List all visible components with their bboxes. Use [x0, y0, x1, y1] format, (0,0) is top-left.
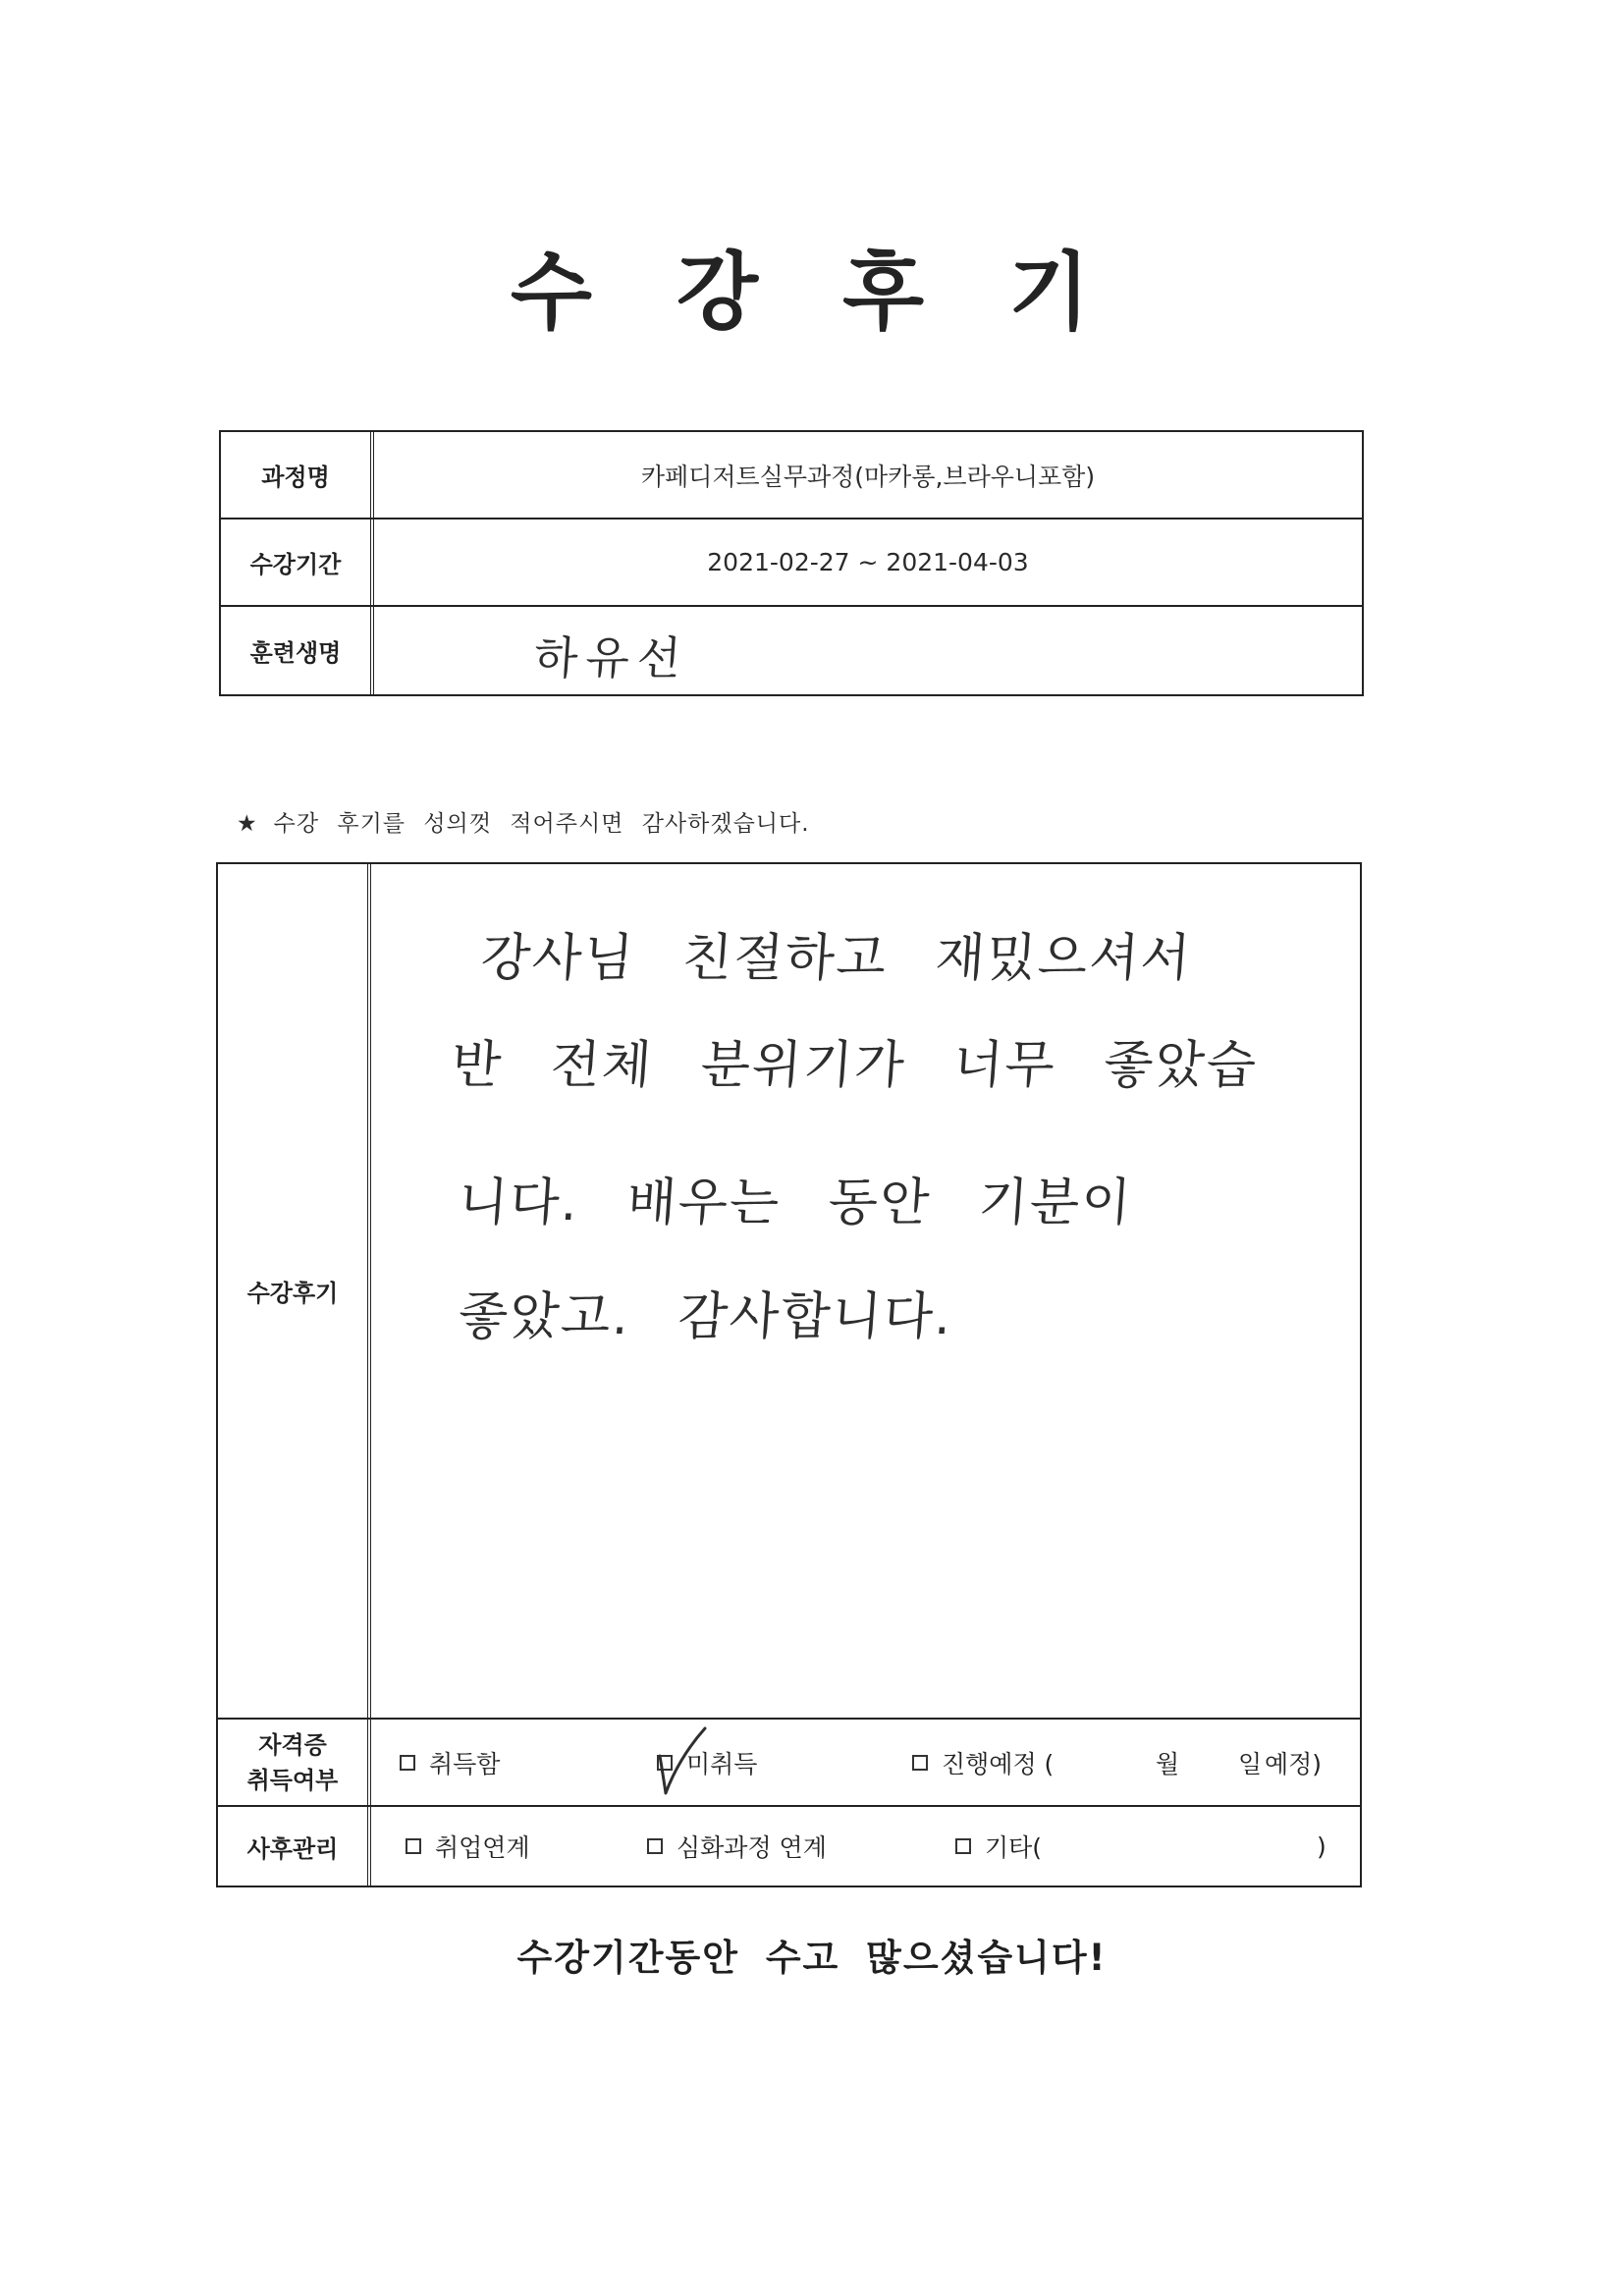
option-other-closing: ) — [1317, 1831, 1326, 1861]
certification-label-line1: 자격증 — [258, 1730, 327, 1759]
checkbox-icon — [955, 1838, 971, 1854]
review-row — [218, 864, 1360, 1720]
schedule-suffix: 예정) — [1265, 1749, 1323, 1778]
option-acquired — [400, 1720, 500, 1805]
instruction-note — [237, 807, 810, 841]
trainee-name-row — [221, 607, 1362, 694]
review-text-cell — [371, 864, 1360, 1718]
course-period-row — [221, 519, 1362, 607]
certification-label-line2: 취득여부 — [246, 1766, 339, 1794]
option-job-link-label: 취업연계 — [435, 1833, 530, 1862]
schedule-month-unit: 월 — [1156, 1749, 1180, 1778]
aftercare-row — [218, 1807, 1360, 1886]
course-info-table — [219, 430, 1364, 696]
review-line: 니다. 배우는 동안 기분이 — [456, 1174, 1135, 1232]
checkbox-icon — [912, 1755, 928, 1771]
closing-message: 수강기간동안 수고 많으셨습니다! — [516, 1937, 1108, 1979]
document-title: 수 강 후 기 — [510, 244, 1114, 342]
option-not-acquired-label: 미취득 — [686, 1749, 758, 1778]
review-table — [216, 862, 1362, 1887]
trainee-name-handwritten: 하유선 — [532, 631, 691, 684]
aftercare-options — [371, 1807, 1360, 1886]
option-other — [955, 1807, 1042, 1886]
certification-row — [218, 1720, 1360, 1807]
review-label: 수강후기 — [218, 864, 371, 1718]
checkbox-icon — [400, 1755, 415, 1771]
checkbox-icon — [406, 1838, 421, 1854]
aftercare-label: 사후관리 — [218, 1807, 371, 1886]
certification-label — [218, 1720, 371, 1805]
instruction-note-text: 수강 후기를 성의껏 적어주시면 감사하겠습니다. — [273, 811, 810, 837]
option-in-progress-label: 진행예정 ( — [942, 1749, 1055, 1778]
trainee-name-label: 훈련생명 — [221, 607, 374, 694]
checkbox-icon — [647, 1838, 663, 1854]
handwritten-check-icon — [652, 1721, 715, 1805]
course-period-value: 2021-02-27 ~ 2021-04-03 — [707, 548, 1029, 576]
course-name-value: 카페디저트실무과정(마카롱,브라우니포함) — [640, 462, 1096, 491]
option-in-progress — [912, 1720, 1054, 1805]
option-advanced-course — [647, 1807, 827, 1886]
star-icon: ★ — [237, 811, 258, 837]
course-name-label: 과정명 — [221, 432, 374, 518]
course-period-label: 수강기간 — [221, 519, 374, 605]
option-job-link — [406, 1807, 530, 1886]
option-acquired-label: 취득함 — [429, 1749, 501, 1778]
trainee-name-cell — [374, 607, 1362, 694]
course-name-row — [221, 432, 1362, 519]
review-line: 강사님 친절하고 재밌으셔서 — [478, 929, 1194, 988]
option-other-label: 기타( — [985, 1833, 1043, 1862]
review-line: 좋았고. 감사합니다. — [456, 1287, 955, 1346]
certification-options — [371, 1720, 1360, 1805]
review-line: 반 전체 분위기가 너무 좋았습 — [449, 1036, 1261, 1095]
option-advanced-course-label: 심화과정 연계 — [677, 1833, 827, 1862]
schedule-day-unit: 일 — [1238, 1749, 1263, 1778]
